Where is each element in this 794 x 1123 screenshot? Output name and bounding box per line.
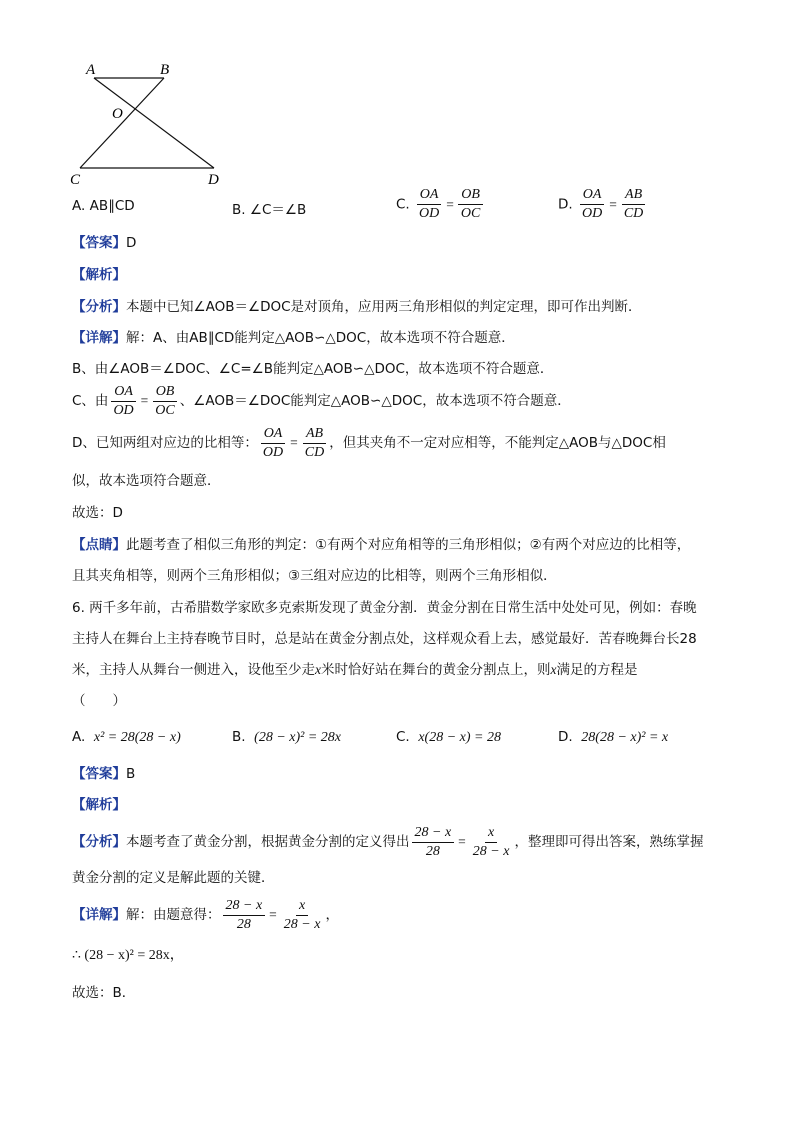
frac-ob-oc: $\frac{OB}{OC}$	[458, 187, 483, 222]
q5-line-d: D、已知两组对应边的比相等： $\frac{OA}{OD}$ = $\frac{AB}{CD}$ ，但其夹角不一定对应相等，不能判定△AOB与△DOC相	[72, 425, 666, 460]
frac-oa-od: $\frac{OA}{OD}$	[579, 187, 605, 222]
q6-option-b: B. (28 − x)² = 28x	[232, 729, 341, 745]
q5-dianjing-1: 【点睛】此题考查了相似三角形的判定：①有两个对应角相等的三角形相似；②有两个对应边的比相等，	[72, 537, 691, 553]
q5-jiexi: 【解析】	[72, 267, 126, 283]
q6-option-a: A. x² = 28(28 − x)	[72, 729, 181, 745]
q5-option-d: D. $\frac{OA}{OD}$ = $\frac{AB}{CD}$	[558, 187, 648, 222]
q5-fenxi: 【分析】本题中已知∠AOB＝∠DOC是对顶角，应用两三角形相似的判定定理，即可作出判断．	[72, 299, 642, 315]
q6-stem-1: 6. 两千多年前，古希腊数学家欧多克索斯发现了黄金分割．黄金分割在日常生活中处处可见，例如：春晚	[72, 600, 697, 616]
q6-answer: 【答案】B	[72, 766, 136, 782]
q5-dianjing-2: 且其夹角相等，则两个三角形相似；③三组对应边的比相等，则两个三角形相似．	[72, 568, 557, 584]
geometry-figure	[68, 58, 238, 188]
label-b: B	[160, 62, 170, 78]
q5-line-b: B、由∠AOB＝∠DOC、∠C=∠B能判定△AOB∽△DOC，故本选项不符合题意．	[72, 361, 554, 377]
frac-oa-od: $\frac{OA}{OD}$	[416, 187, 442, 222]
q5-line-c: C、由 $\frac{OA}{OD}$ = $\frac{OB}{OC}$ 、∠AOB＝∠DOC能判定△AOB∽△DOC，故本选项不符合题意．	[72, 383, 571, 418]
q6-xiangjie: 【详解】解：由题意得： $\frac{28 - x}{28}$ = $\frac{x}{28 - x}$ ，	[72, 897, 339, 932]
q6-fenxi: 【分析】本题考查了黄金分割，根据黄金分割的定义得出 $\frac{28 - x}{28}$ = $\frac{x}{28 - x}$ ，整理即可得出答案，熟练掌握	[72, 824, 704, 859]
q5-option-a: A. AB∥CD	[72, 198, 135, 214]
label-a: A	[86, 62, 96, 78]
q5-option-b: B. ∠C＝∠B	[232, 202, 307, 218]
q6-option-d: D. 28(28 − x)² = x	[558, 729, 669, 745]
q5-answer: 【答案】D	[72, 235, 137, 251]
q5-line-d2: 似，故本选项符合题意．	[72, 473, 221, 489]
frac-ab-cd: $\frac{AB}{CD}$	[623, 187, 644, 221]
q6-jiexi: 【解析】	[72, 797, 126, 813]
q6-stem-3: 米，主持人从舞台一侧进入，设他至少走x米时恰好站在舞台的黄金分割点上，则x满足的方程是	[72, 662, 638, 678]
q5-xiangjie: 【详解】解：A、由AB∥CD能判定△AOB∽△DOC，故本选项不符合题意．	[72, 330, 515, 346]
q6-guxuan: 故选：B．	[72, 985, 136, 1001]
q6-stem-4: （ ）	[72, 693, 126, 709]
q6-therefore: ∴ (28 − x)² = 28x，	[72, 948, 184, 963]
q6-stem-2: 主持人在舞台上主持春晚节目时，总是站在黄金分割点处，这样观众看上去，感觉最好．苦春晚舞台长28	[72, 631, 697, 647]
q5-option-c: C. $\frac{OA}{OD}$ = $\frac{OB}{OC}$	[396, 187, 485, 222]
label-c: C	[70, 172, 81, 188]
label-o: O	[112, 106, 123, 122]
label-d: D	[208, 172, 219, 188]
q6-fenxi-2: 黄金分割的定义是解此题的关键．	[72, 870, 275, 886]
q5-guxuan: 故选：D	[72, 505, 123, 521]
q6-option-c: C. x(28 − x) = 28	[396, 729, 501, 745]
